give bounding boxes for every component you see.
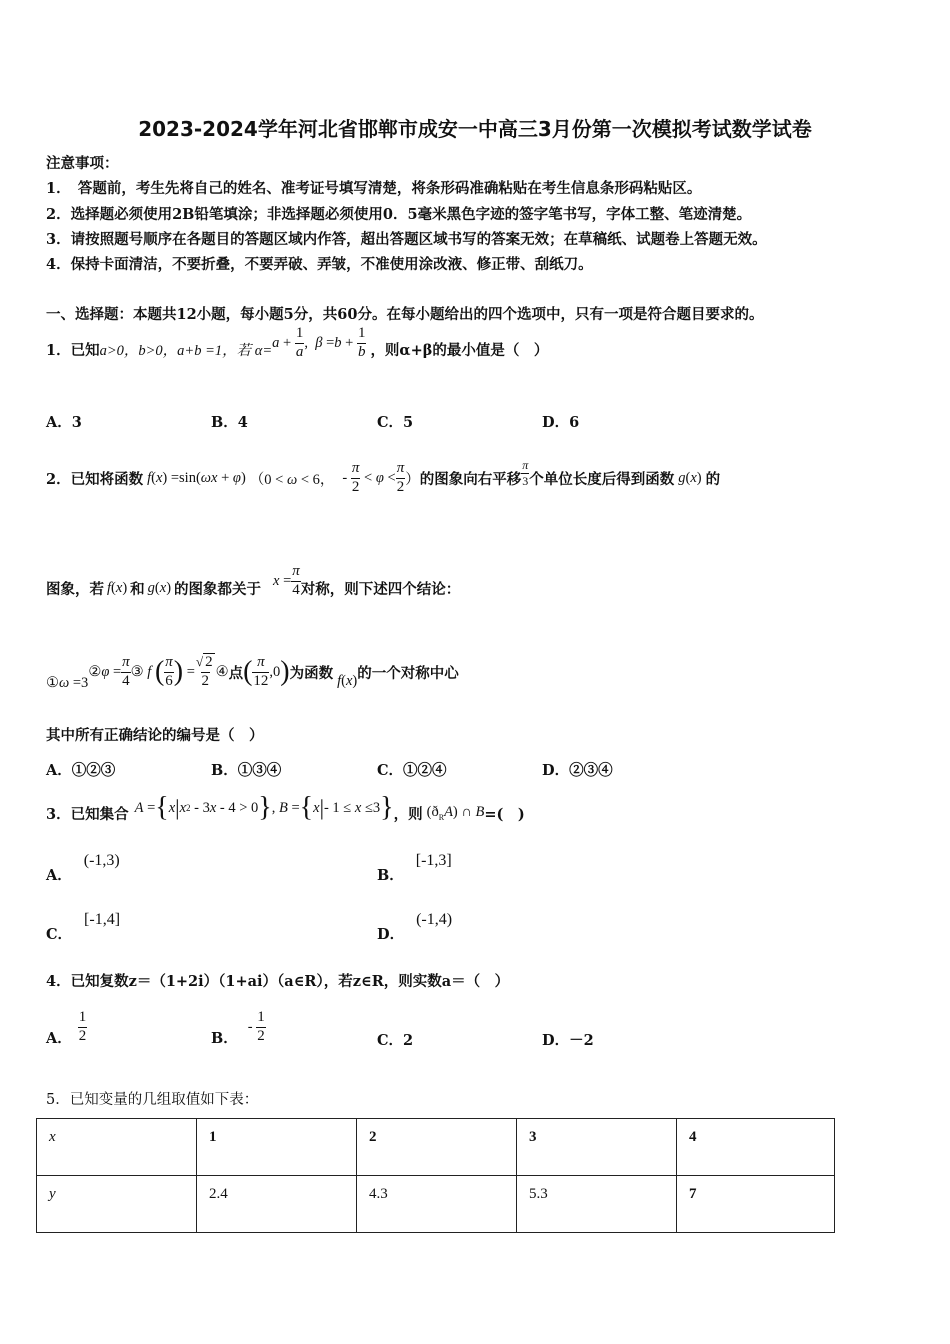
- q3-option-b-label: B．: [377, 867, 404, 884]
- q1-prefix: 1．已知: [46, 341, 100, 359]
- table-cell: 1: [197, 1119, 357, 1176]
- q2-conclusion-3: ③ f ( $\frac{\pi}{6}$ ) = $\frac{√ 2}{2}$: [130, 653, 213, 689]
- q3-option-a-label: A．: [46, 867, 72, 884]
- q4-option-a-label: A．: [46, 1029, 72, 1047]
- q1-suffix: ，则α+β的最小值是（ ）: [370, 341, 549, 359]
- q1-option-b: B．4: [211, 414, 248, 431]
- table-cell: 4.3: [357, 1176, 517, 1233]
- q2-line3-tail-1: 为函数: [289, 664, 334, 682]
- q1-condition: a>0，b>0，a+b =1，若 α=: [99, 342, 273, 359]
- question-1: [46, 326, 548, 372]
- notice-item-2: 2．选择题必须使用2B铅笔填涂；非选择题必须使用0．5毫米黑色字迹的签字笔书写，字体工整、笔迹清楚。: [46, 206, 752, 223]
- q3-option-d: [377, 911, 452, 944]
- q3-suffix: ，则: [393, 805, 423, 823]
- q1-option-a: A．3: [46, 414, 82, 431]
- data-table: [36, 1118, 835, 1233]
- question-2-line-2: [46, 560, 460, 616]
- q2-line2-g: g(x): [147, 579, 172, 596]
- table-cell: y: [37, 1176, 197, 1233]
- question-2-line-3: [46, 642, 459, 702]
- q4-option-d: D．－2: [542, 1032, 594, 1049]
- q3-suffix-2: =( ): [484, 805, 525, 823]
- q1-option-c: C．5: [377, 414, 414, 431]
- q3-set-definition: A = { x | x 2 - 3 x - 4 > 0 } , B = { x | - 1 ≤ x ≤3 }: [134, 792, 394, 823]
- notice-heading: 注意事项：: [46, 155, 119, 172]
- question-2-line-1: [46, 448, 720, 508]
- q3-option-c-label: C．: [46, 926, 73, 943]
- question-3: [46, 788, 525, 838]
- table-cell: 5.3: [517, 1176, 677, 1233]
- q3-option-a: [46, 852, 120, 885]
- q2-option-c: C．①②④: [377, 762, 447, 779]
- q3-option-b: [377, 852, 452, 885]
- q3-expression: $(ð_RA)$ ∩ B: [426, 804, 485, 822]
- table-cell: 2.4: [197, 1176, 357, 1233]
- q2-conclusion-2: ② φ = $\frac{\pi}{4}$: [88, 653, 130, 689]
- q2-function-f: f(x) =sin(ωx + φ): [147, 469, 246, 486]
- q2-option-d: D．②③④: [542, 762, 613, 779]
- table-cell: 7: [677, 1176, 835, 1233]
- q2-line2-end: 对称，则下述四个结论：: [300, 580, 461, 598]
- q3-option-d-value: (-1,4): [416, 911, 453, 928]
- q2-end-1: 的: [705, 470, 721, 488]
- table-cell: 3: [517, 1119, 677, 1176]
- table-row: [37, 1119, 835, 1176]
- q3-option-d-label: D．: [377, 926, 405, 943]
- table-cell: 2: [357, 1119, 517, 1176]
- q2-line2-prefix: 图象，若: [46, 580, 104, 598]
- q3-option-c: [46, 911, 120, 944]
- q2-shift-fraction: $\frac{\pi}{3}$: [522, 457, 529, 488]
- q2-line2-f: f(x): [107, 579, 128, 596]
- section-heading: 一、选择题：本题共12小题，每小题5分，共60分。在每小题给出的四个选项中，只有一项是符合题目要求的。: [46, 306, 764, 323]
- q3-option-b-value: [-1,3]: [415, 852, 452, 869]
- q4-option-c: C．2: [377, 1032, 414, 1049]
- notice-item-3: 3．请按照题号顺序在各题目的答题区域内作答，超出答题区域书写的答案无效；在草稿纸、试题卷上答题无效。: [46, 231, 767, 248]
- table-row: [37, 1176, 835, 1233]
- q2-center-point: ( $\frac{\pi}{12}$ ,0 ): [243, 653, 290, 689]
- notice-item-4: 4．保持卡面清洁，不要折叠，不要弄破、弄皱，不准使用涂改液、修正带、刮纸刀。: [46, 256, 593, 273]
- q2-line2-and: 和: [130, 580, 145, 598]
- q2-option-b: B．①③④: [211, 762, 282, 779]
- q2-mid-2: 个单位长度后得到函数: [529, 470, 675, 488]
- q2-omega-range: （0 < ω < 6，: [249, 471, 335, 488]
- q2-line2-mid: 的图象都关于: [174, 580, 262, 598]
- q2-conclusion-1: ①ω =3: [46, 674, 89, 691]
- q4-option-b-value: $\frac{1}{2}$: [257, 1008, 265, 1044]
- q2-mid-1: 的图象向右平移: [419, 470, 522, 488]
- q4-option-b-label: B．: [211, 1029, 238, 1047]
- q2-axis-equation: x = $\frac{\pi}{4}$: [273, 562, 300, 598]
- question-5: 5．已知变量的几组取值如下表：: [46, 1092, 259, 1108]
- question-4: 4．已知复数z＝（1+2i）（1+ai）（a∈R），若z∈R，则实数a＝（ ）: [46, 973, 510, 990]
- q2-function-g: g(x): [678, 469, 702, 486]
- q3-option-c-value: [-1,4]: [84, 911, 121, 928]
- q2-line3-f: f(x): [337, 672, 358, 689]
- table-cell: 4: [677, 1119, 835, 1176]
- q1-alpha-formula: a + $\frac{1}{a}$ , β = b + $\frac{1}{b}$: [272, 324, 366, 360]
- q4-option-b: B． - $\frac{1}{2}$: [211, 1008, 265, 1047]
- q2-line3-point: 点: [228, 664, 244, 682]
- q2-conclusion-4: ④: [215, 663, 229, 680]
- q2-prefix: 2．已知将函数: [46, 470, 144, 488]
- q2-phi-range: - $\frac{\pi}{2}$ < φ < $\frac{\pi}{2}$ ）: [342, 459, 420, 495]
- page-title: 2023-2024学年河北省邯郸市成安一中高三3月份第一次模拟考试数学试卷: [138, 117, 812, 141]
- q3-option-a-value: (-1,3): [83, 852, 120, 869]
- q4-option-a-value: $\frac{1}{2}$: [78, 1008, 87, 1044]
- q4-option-a: [46, 1004, 87, 1050]
- notice-item-1: 1． 答题前，考生先将自己的姓名、准考证号填写清楚，将条形码准确粘贴在考生信息条形码粘贴区。: [46, 180, 702, 197]
- q2-question: 其中所有正确结论的编号是（ ）: [46, 727, 264, 744]
- q2-option-a: A．①②③: [46, 762, 116, 779]
- table-cell: x: [37, 1119, 197, 1176]
- q1-option-d: D．6: [542, 414, 580, 431]
- q3-prefix: 3．已知集合: [46, 805, 129, 823]
- q2-line3-tail-2: 的一个对称中心: [357, 664, 459, 682]
